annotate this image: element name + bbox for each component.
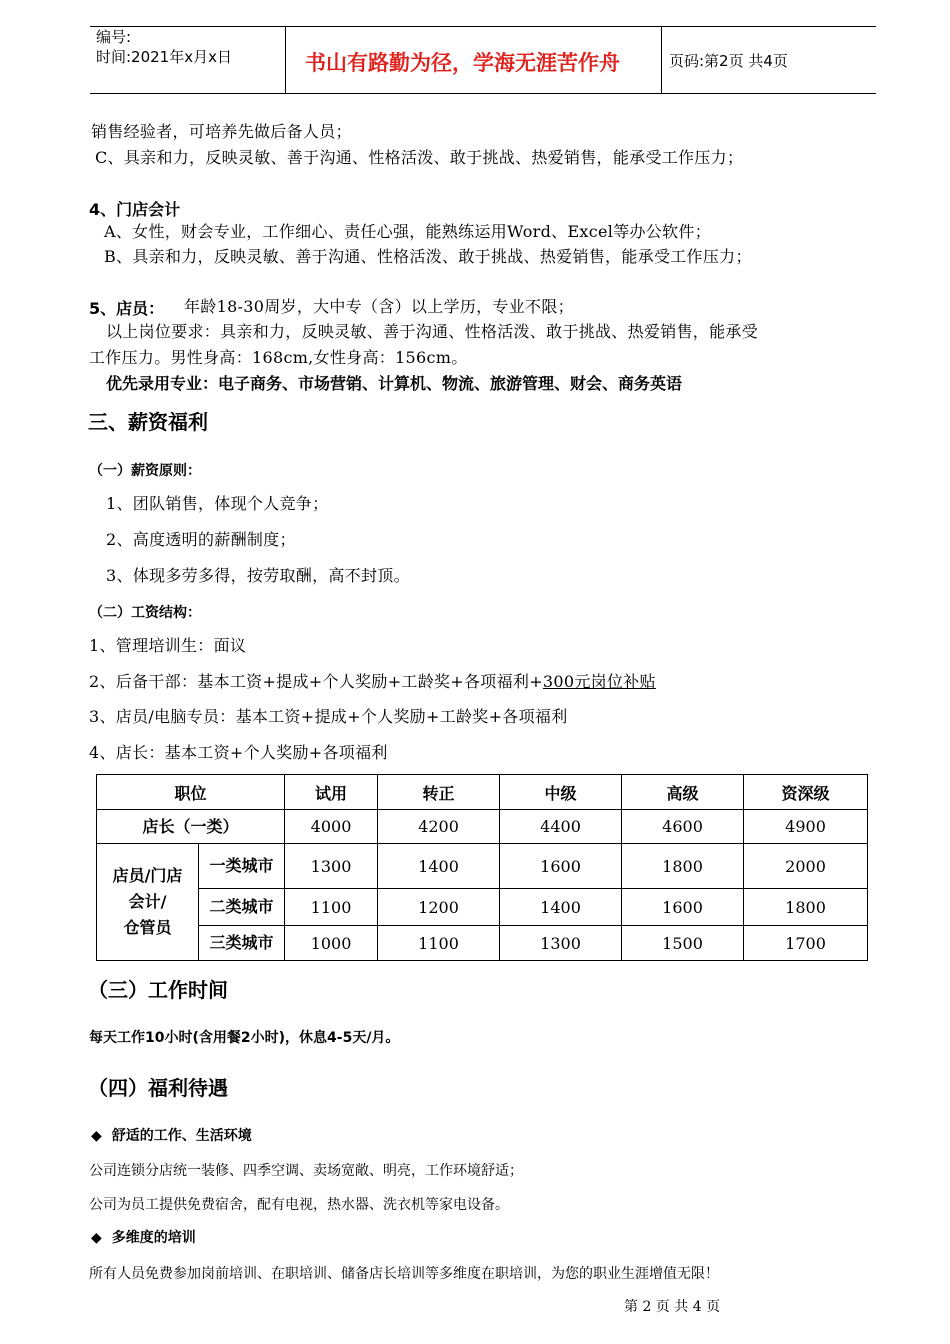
text-line: 所有人员免费参加岗前培训、在职培训、储备店长培训等多维度在职培训，为您的职业生涯增值无限！: [89, 1266, 719, 1282]
header-divider-left: [285, 26, 286, 94]
text-line: C、具亲和力，反映灵敏、善于沟通、性格活泼、敢于挑战、热爱销售，能承受工作压力；: [95, 148, 744, 167]
table-city-label: 二类城市: [199, 889, 285, 926]
subsection-title-principle: （一）薪资原则：: [89, 463, 201, 479]
preferred-majors: 优先录用专业：电子商务、市场营销、计算机、物流、旅游管理、财会、商务英语: [106, 374, 683, 393]
table-cell: 1600: [500, 844, 622, 889]
group-label-line: 仓管员: [123, 918, 172, 937]
table-cell: 1000: [285, 926, 378, 961]
header-divider-right: [661, 26, 662, 94]
table-cell: 1100: [285, 889, 378, 926]
benefit-training-heading: [91, 1227, 196, 1247]
header-bottom-rule: [90, 93, 876, 94]
group-label-line: 店员/门店: [112, 866, 183, 885]
header-time-label: 时间:2021年x月x日: [96, 48, 232, 66]
table-cell: 1700: [744, 926, 868, 961]
table-cell: 1200: [378, 889, 500, 926]
text-line: 1、团队销售，体现个人竞争；: [106, 494, 329, 513]
table-row: [97, 810, 868, 844]
table-cell: 1600: [622, 889, 744, 926]
text-line: 1、管理培训生：面议: [89, 636, 247, 655]
subsection-title-structure: （二）工资结构：: [89, 605, 201, 621]
text-line: 4、店长：基本工资+个人奖励+各项福利: [89, 743, 388, 762]
header-number-label: 编号:: [96, 28, 132, 46]
text-segment: 2、后备干部：基本工资+提成+个人奖励+工龄奖+各项福利+: [89, 672, 543, 691]
table-cell: 1400: [378, 844, 500, 889]
header-page-label: 页码:第2页 共4页: [669, 52, 788, 70]
section-title-salary: 三、薪资福利: [88, 410, 208, 434]
text-line: 2、高度透明的薪酬制度；: [106, 530, 296, 549]
table-row: [97, 889, 868, 926]
table-city-label: 三类城市: [199, 926, 285, 961]
table-cell: 1400: [500, 889, 622, 926]
worktime-text: 每天工作10小时(含用餐2小时)，休息4-5天/月。: [89, 1030, 400, 1046]
footer-page-number: 第 2 页 共 4 页: [624, 1299, 721, 1315]
table-header-cell: 高级: [622, 775, 744, 810]
text-line: A、女性，财会专业，工作细心、责任心强，能熟练运用Word、Excel等办公软件；: [104, 222, 711, 241]
table-cell: 4400: [500, 810, 622, 844]
benefit-env-heading: [91, 1125, 252, 1145]
table-cell: 4600: [622, 810, 744, 844]
table-cell: 4200: [378, 810, 500, 844]
text-line: 公司连锁分店统一装修、四季空调、卖场宽敞、明亮，工作环境舒适；: [89, 1163, 523, 1179]
diamond-bullet-icon: ◆: [91, 1128, 102, 1144]
section-title-clerk: 5、店员：: [89, 299, 165, 318]
text-line: [89, 671, 656, 693]
table-cell: 1300: [500, 926, 622, 961]
section-title-benefits: （四）福利待遇: [88, 1076, 228, 1100]
table-row: [97, 844, 868, 889]
table-group-label: [97, 844, 199, 961]
text-line: 3、体现多劳多得，按劳取酬，高不封顶。: [106, 566, 410, 585]
section-title-worktime: （三）工作时间: [88, 978, 228, 1002]
table-header-cell: 职位: [97, 775, 285, 810]
table-cell: 1800: [622, 844, 744, 889]
header-top-rule: [90, 26, 876, 27]
table-cell: 4900: [744, 810, 868, 844]
table-row: [97, 926, 868, 961]
text-line: 以上岗位要求：具亲和力，反映灵敏、善于沟通、性格活泼、敢于挑战、热爱销售，能承受: [106, 322, 759, 341]
text-line: 工作压力。男性身高：168cm,女性身高：156cm。: [89, 348, 468, 367]
table-city-label: 一类城市: [199, 844, 285, 889]
table-header-row: [97, 775, 868, 810]
text-line: 3、店员/电脑专员：基本工资+提成+个人奖励+工龄奖+各项福利: [89, 707, 568, 726]
table-header-cell: 中级: [500, 775, 622, 810]
text-line: 公司为员工提供免费宿舍，配有电视，热水器、洗衣机等家电设备。: [89, 1197, 509, 1213]
table-cell: 4000: [285, 810, 378, 844]
text-line: 销售经验者，可培养先做后备人员；: [91, 122, 352, 141]
table-header-cell: 试用: [285, 775, 378, 810]
benefit-training-title: 多维度的培训: [111, 1230, 196, 1246]
table-cell: 1100: [378, 926, 500, 961]
salary-table: [96, 774, 868, 961]
diamond-bullet-icon: ◆: [91, 1230, 102, 1246]
text-line: 年龄18-30周岁，大中专（含）以上学历，专业不限；: [184, 297, 574, 316]
header-motto: 书山有路勤为径，学海无涯苦作舟: [305, 51, 620, 75]
table-row-label: 店长（一类）: [97, 810, 285, 844]
table-cell: 1500: [622, 926, 744, 961]
underlined-allowance: 300元岗位补贴: [542, 672, 656, 691]
table-cell: 1300: [285, 844, 378, 889]
table-header-cell: 转正: [378, 775, 500, 810]
section-title-accountant: 4、门店会计: [89, 200, 181, 219]
benefit-env-title: 舒适的工作、生活环境: [111, 1128, 252, 1144]
table-cell: 2000: [744, 844, 868, 889]
text-line: B、具亲和力，反映灵敏、善于沟通、性格活泼、敢于挑战、热爱销售，能承受工作压力；: [104, 247, 752, 266]
table-header-cell: 资深级: [744, 775, 868, 810]
table-cell: 1800: [744, 889, 868, 926]
group-label-line: 会计/: [128, 892, 167, 911]
